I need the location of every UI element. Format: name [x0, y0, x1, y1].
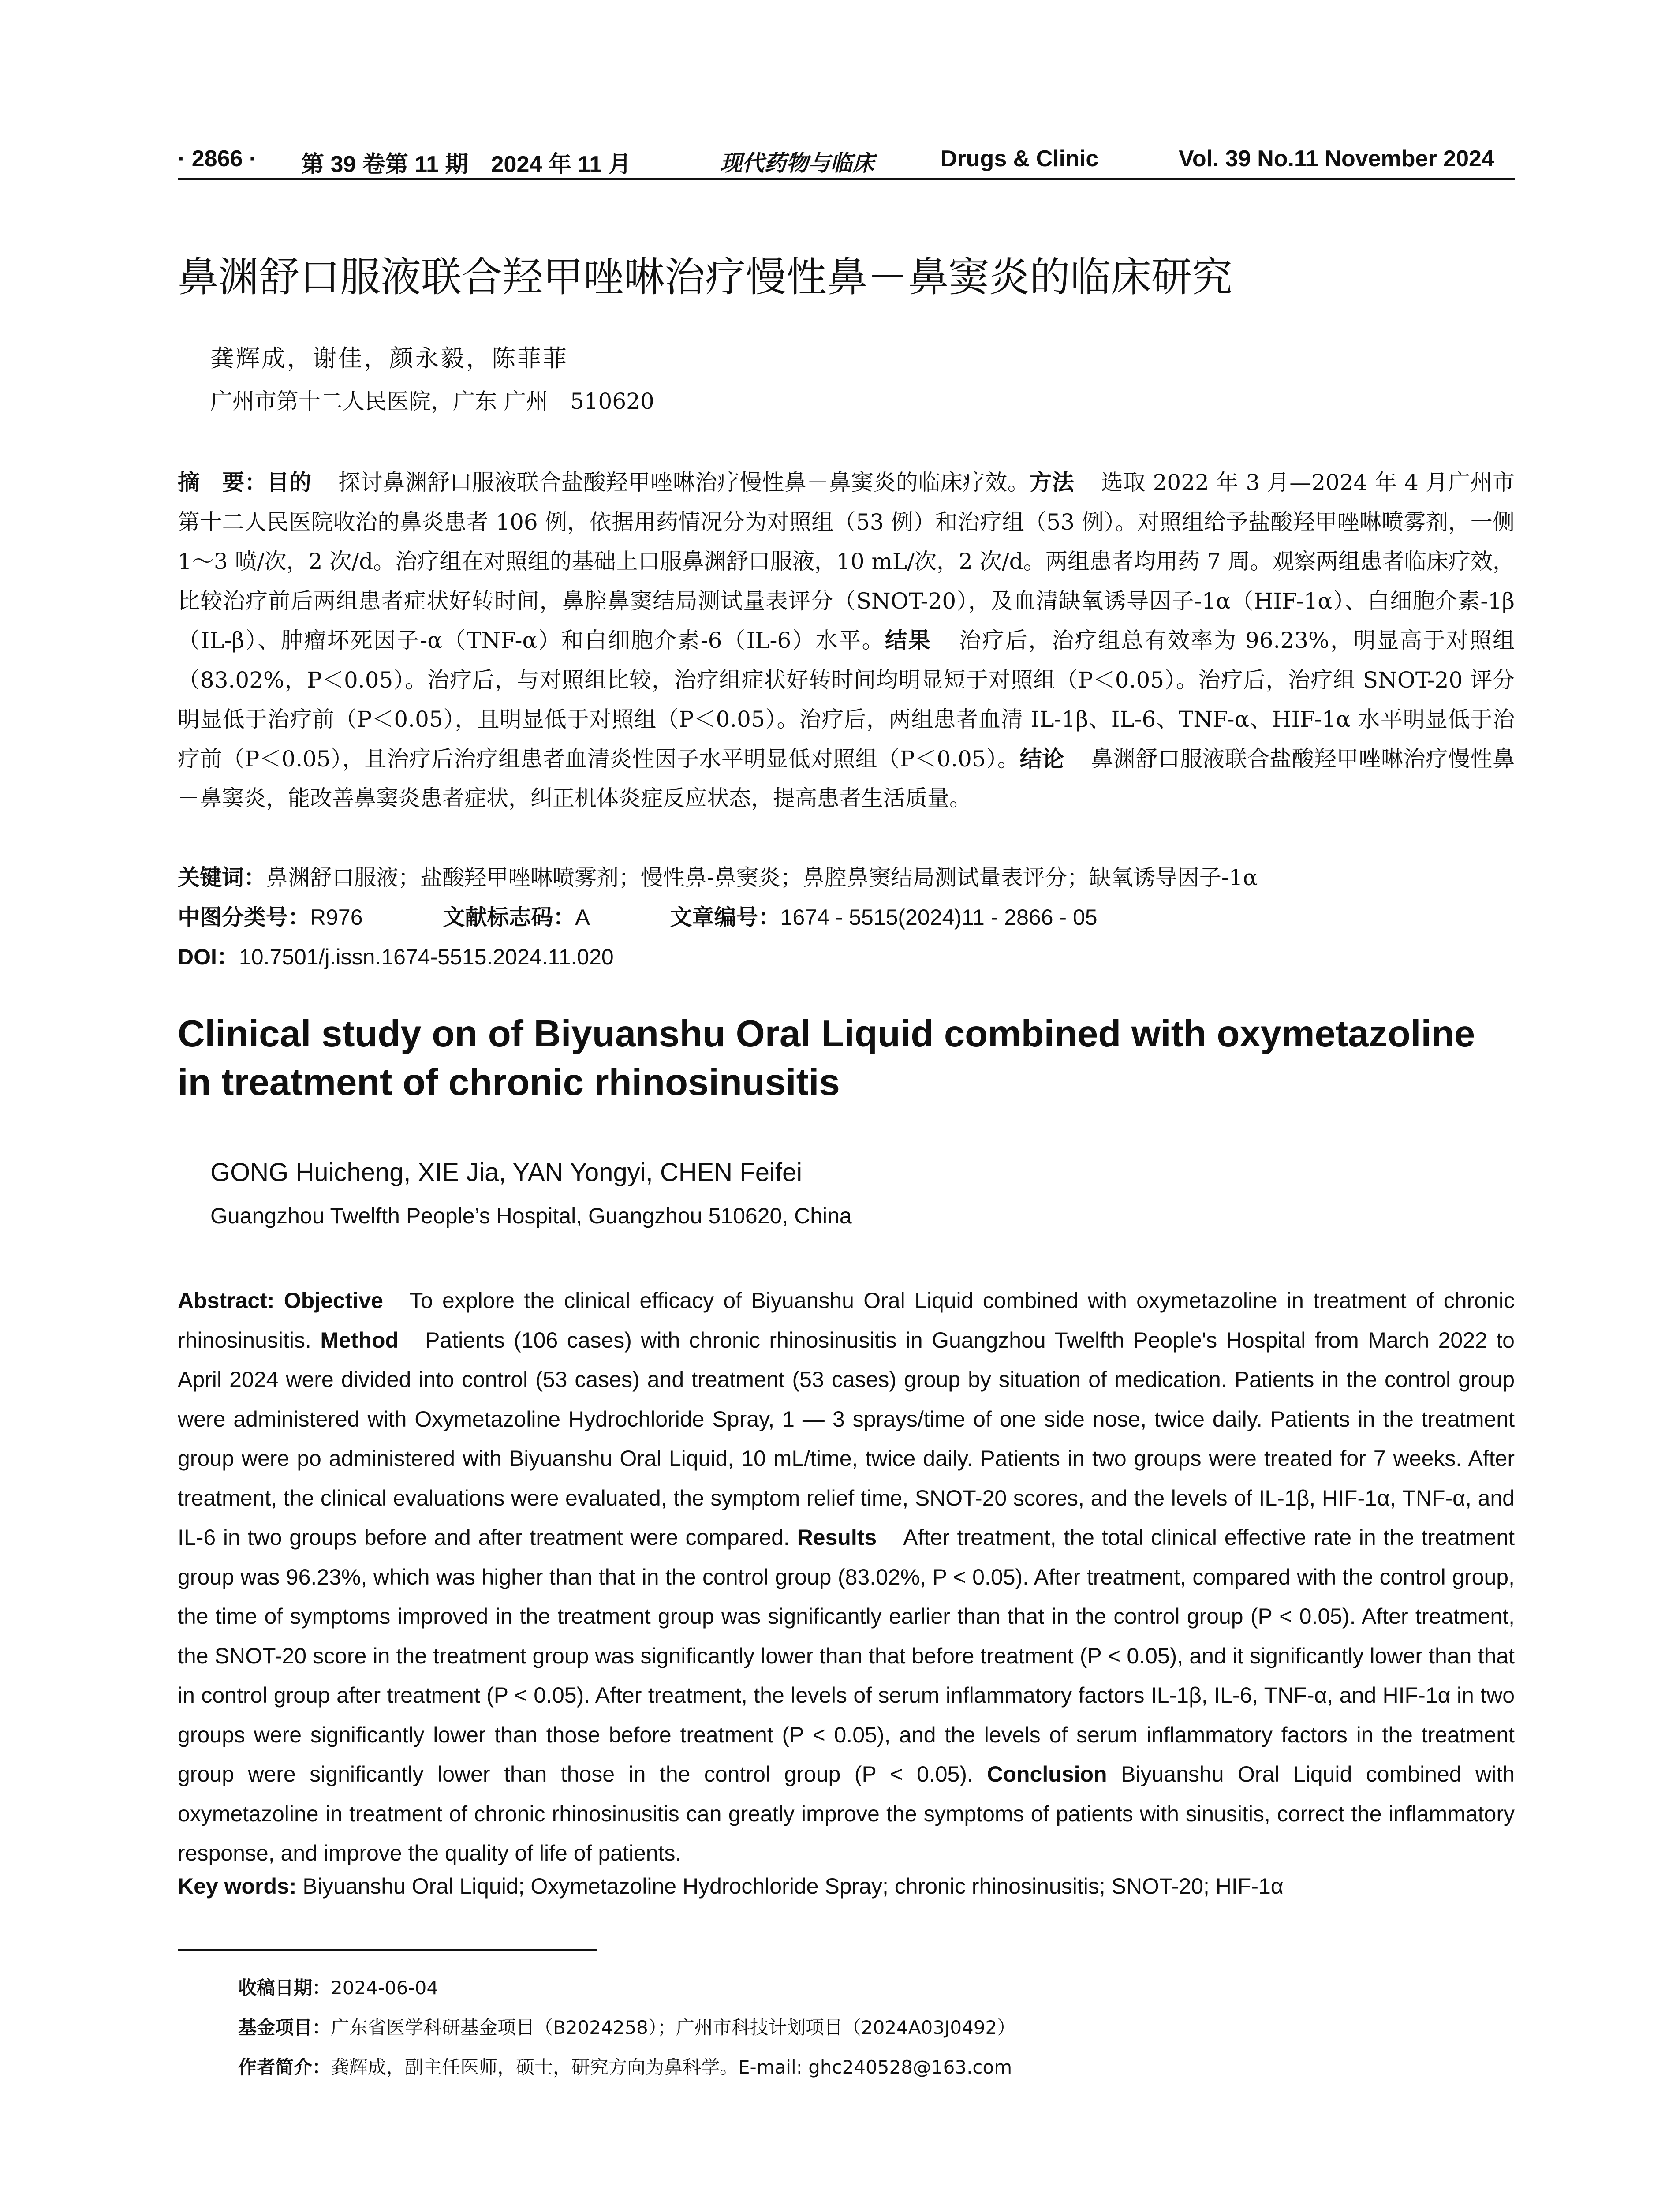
- cn-abstract-label: 摘 要：: [178, 470, 267, 495]
- article-no-label: 文章编号：: [670, 904, 780, 930]
- cn-keywords-text: 鼻渊舒口服液；盐酸羟甲唑啉喷雾剂；慢性鼻-鼻窦炎；鼻腔鼻窦结局测试量表评分；缺氧诱导因子-1α: [266, 865, 1258, 890]
- cn-keywords-label: 关键词：: [178, 865, 266, 890]
- en-keywords: [178, 1873, 1284, 1899]
- en-objective-text: To explore the clinical efficacy of Biyuanshu Oral Liquid combined with oxymetazoline in treatment of chronic rhinosinusitis.: [178, 1288, 1515, 1353]
- cn-conclusion-label: 结论: [1019, 746, 1064, 772]
- en-affiliation: Guangzhou Twelfth People’s Hospital, Guangzhou 510620, China: [210, 1203, 852, 1228]
- en-results-label: Results: [797, 1525, 877, 1550]
- doi-line: [178, 939, 614, 971]
- cn-method-label: 方法: [1030, 470, 1075, 495]
- running-header: [178, 142, 1515, 176]
- received-date: 2024-06-04: [331, 1977, 439, 1999]
- cn-conclusion-text: 鼻渊舒口服液联合盐酸羟甲唑啉治疗慢性鼻－鼻窦炎，能改善鼻窦炎患者症状，纠正机体炎症反应状态，提高患者生活质量。: [178, 746, 1515, 811]
- footnote-bio: [238, 2053, 1012, 2079]
- received-label: 收稿日期：: [238, 1977, 331, 1999]
- en-conclusion-label: Conclusion: [987, 1762, 1107, 1786]
- cn-issue-info: 第 39 卷第 11 期 2024 年 11 月: [301, 152, 631, 177]
- cn-results-text: 治疗后，治疗组总有效率为 96.23%，明显高于对照组（83.02%，P＜0.05）。治疗后，与对照组比较，治疗组症状好转时间均明显短于对照组（P＜0.05）。治疗后，治疗组 SNOT-20 评分明显低于治疗前（P＜0.05），且明显低于对照组（P＜0.05）。治疗后，两组患者血清 IL-1β、IL-6、TNF-α、HIF-1α 水平明显低于治疗前（P＜0.05），且治疗后治疗组患者血清炎性因子水平明显低对照组（P＜0.05）。: [178, 628, 1515, 772]
- cn-affiliation: 广州市第十二人民医院，广东 广州 510620: [210, 389, 654, 414]
- en-authors: GONG Huicheng, XIE Jia, YAN Yongyi, CHEN Feifei: [210, 1158, 803, 1187]
- doc-code-label: 文献标志码：: [443, 904, 575, 930]
- fund-text: 广东省医学科研基金项目（B2024258）；广州市科技计划项目（2024A03J0492）: [331, 2017, 1016, 2038]
- clc-value: R976: [310, 905, 363, 930]
- page-number: · 2866 ·: [178, 146, 257, 172]
- bio-text: 龚辉成，副主任医师，硕士，研究方向为鼻科学。E-mail: ghc240528@163.com: [331, 2056, 1012, 2078]
- en-method-label: Method: [320, 1327, 399, 1353]
- article-no-value: 1674 - 5515(2024)11 - 2866 - 05: [780, 905, 1098, 930]
- doi-value: 10.7501/j.issn.1674-5515.2024.11.020: [239, 945, 614, 969]
- en-title: Clinical study on of Biyuanshu Oral Liquid combined with oxymetazoline in treatment of chronic rhinosinusitis: [178, 1013, 1475, 1103]
- fund-label: 基金项目：: [238, 2017, 331, 2038]
- cn-objective-text: 探讨鼻渊舒口服液联合盐酸羟甲唑啉治疗慢性鼻－鼻窦炎的临床疗效。: [338, 470, 1030, 495]
- footnote-fund: [238, 2013, 1015, 2040]
- cn-objective-label: 目的: [267, 470, 312, 495]
- journal-name-en: Drugs & Clinic: [941, 146, 1099, 172]
- cn-keywords: [178, 860, 1258, 892]
- cn-results-label: 结果: [885, 628, 932, 653]
- en-method-text: Patients (106 cases) with chronic rhinosinusitis in Guangzhou Twelfth People's Hospital from March 2022 to April 2024 were divided into control (53 cases) and treatment (53 cases) group by situation of medication. Patients in the control group were administered with Oxymetazoline Hydrochloride Spray, 1 — 3 sprays/time of one side nose, twice daily. Patients in the treatment group were po administered with Biyuanshu Oral Liquid, 10 mL/time, twice daily. Patients in two groups were treated for 7 weeks. After treatment, the clinical evaluations were evaluated, the symptom relief time, SNOT-20 scores, and the levels of IL-1β, HIF-1α, TNF-α, and IL-6 in two groups before and after treatment were compared.: [178, 1327, 1515, 1550]
- en-keywords-label: Key words:: [178, 1874, 297, 1899]
- cn-method-text: 选取 2022 年 3 月—2024 年 4 月广州市第十二人民医院收治的鼻炎患者 106 例，依据用药情况分为对照组（53 例）和治疗组（53 例）。对照组给予盐酸羟甲唑啉喷雾剂，一侧 1～3 喷/次，2 次/d。治疗组在对照组的基础上口服鼻渊舒口服液，10 mL/次，2 次/d。两组患者均用药 7 周。观察两组患者临床疗效，比较治疗前后两组患者症状好转时间，鼻腔鼻窦结局测试量表评分（SNOT-20），及血清缺氧诱导因子-1α（HIF-1α）、白细胞介素-1β（IL-β）、肿瘤坏死因子-α（TNF-α）和白细胞介素-6（IL-6）水平。: [178, 470, 1515, 653]
- cn-classification-line: [178, 900, 1098, 931]
- header-rule: [178, 178, 1515, 180]
- clc-label: 中图分类号：: [178, 904, 310, 930]
- bio-label: 作者简介：: [238, 2056, 331, 2078]
- doi-label: DOI：: [178, 945, 239, 969]
- en-conclusion-text: Biyuanshu Oral Liquid combined with oxymetazoline in treatment of chronic rhinosinusitis can greatly improve the symptoms of patients with sinusitis, correct the inflammatory response, and improve the quality of life of patients.: [178, 1762, 1515, 1865]
- journal-name-cn: 现代药物与临床: [720, 150, 874, 176]
- en-results-text: After treatment, the total clinical effective rate in the treatment group was 96.23%, which was higher than that in the control group (83.02%, P < 0.05). After treatment, compared with the control group, the time of symptoms improved in the treatment group was significantly earlier than that in the control group (P < 0.05). After treatment, the SNOT-20 score in the treatment group was significantly lower than that before treatment (P < 0.05), and it significantly lower than that in control group after treatment (P < 0.05). After treatment, the levels of serum inflammatory factors IL-1β, IL-6, TNF-α, and HIF-1α in two groups were significantly lower than those before treatment (P < 0.05), and the levels of serum inflammatory factors in the treatment group were significantly lower than those in the control group (P < 0.05).: [178, 1525, 1515, 1786]
- footnote-received: [238, 1973, 438, 2000]
- en-abstract: [178, 1281, 1515, 1873]
- cn-title: 鼻渊舒口服液联合羟甲唑啉治疗慢性鼻－鼻窦炎的临床研究: [178, 254, 1233, 301]
- cn-authors: 龚辉成，谢佳，颜永毅，陈菲菲: [210, 344, 568, 372]
- doc-code-value: A: [575, 905, 590, 930]
- en-abstract-label: Abstract: Objective: [178, 1288, 383, 1313]
- en-issue-info: Vol. 39 No.11 November 2024: [1179, 146, 1494, 172]
- cn-abstract: [178, 463, 1515, 818]
- footnote-rule: [178, 1949, 597, 1951]
- en-keywords-text: Biyuanshu Oral Liquid; Oxymetazoline Hydrochloride Spray; chronic rhinosinusitis; SNOT-20; HIF-1α: [302, 1874, 1284, 1899]
